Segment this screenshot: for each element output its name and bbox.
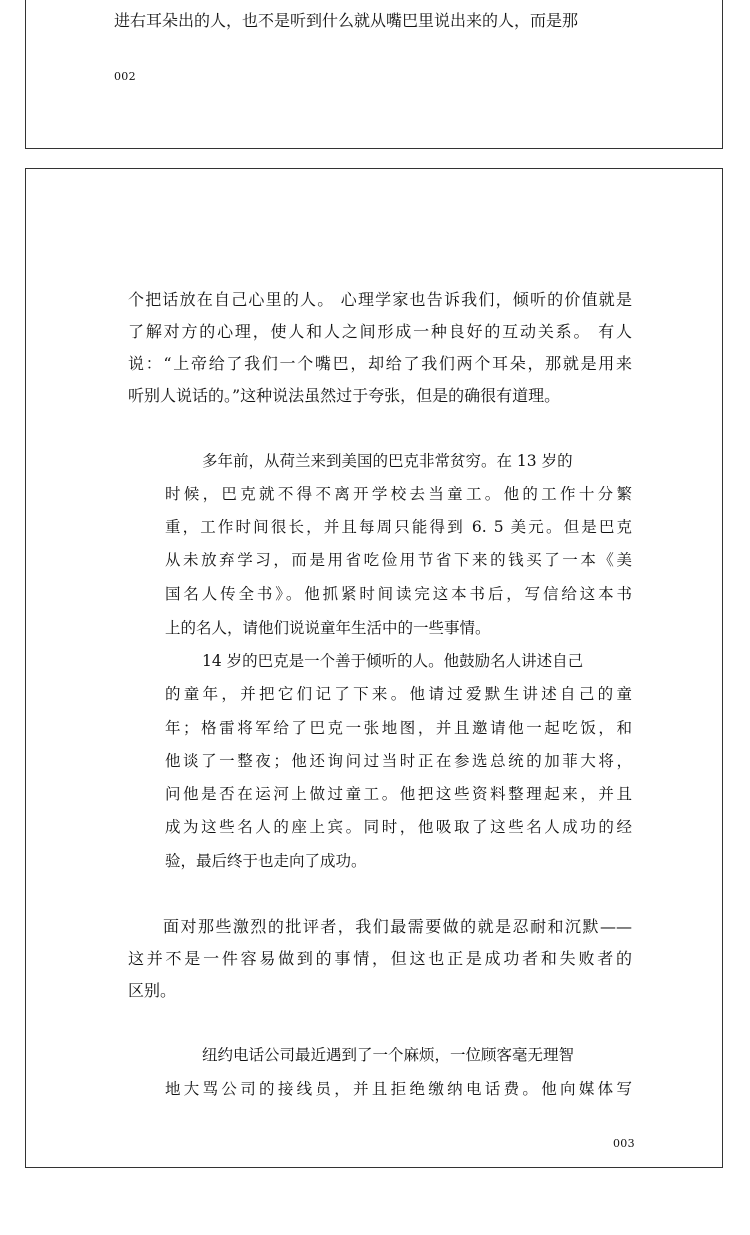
quote-line: 问他是否在运河上做过童工。他把这些资料整理起来，并且: [165, 785, 632, 803]
paragraph-line: 了解对方的心理，使人和人之间形成一种良好的互动关系。 有人: [128, 322, 632, 341]
quote-line: 纽约电话公司最近遇到了一个麻烦，一位顾客毫无理智: [202, 1046, 575, 1064]
previous-page: [25, 0, 723, 149]
quote-line: 14 岁的巴克是一个善于倾听的人。他鼓励名人讲述自己: [202, 652, 584, 670]
page-number-003: 003: [613, 1137, 635, 1150]
paragraph-line: 这并不是一件容易做到的事情，但这也正是成功者和失败者的: [128, 949, 632, 968]
quote-line: 年；格雷将军给了巴克一张地图，并且邀请他一起吃饭，和: [165, 719, 632, 737]
quote-line: 成为这些名人的座上宾。同时，他吸取了这些名人成功的经: [165, 818, 632, 836]
quote-line: 上的名人，请他们说说童年生活中的一些事情。: [165, 619, 491, 637]
previous-page-last-line: 进右耳朵出的人，也不是听到什么就从嘴巴里说出来的人，而是那: [114, 11, 579, 30]
quote-line: 多年前，从荷兰来到美国的巴克非常贫穷。在 13 岁的: [202, 452, 573, 470]
quote-line: 的童年，并把它们记了下来。他请过爱默生讲述自己的童: [165, 685, 632, 703]
quote-line: 时候，巴克就不得不离开学校去当童工。他的工作十分繁: [165, 485, 632, 503]
paragraph-line: 区别。: [128, 981, 177, 1000]
page-number-002: 002: [114, 70, 136, 83]
paragraph-line: 个把话放在自己心里的人。 心理学家也告诉我们，倾听的价值就是: [128, 290, 632, 309]
quote-line: 验，最后终于也走向了成功。: [165, 852, 367, 870]
quote-line: 重，工作时间很长，并且每周只能得到 6. 5 美元。但是巴克: [165, 518, 632, 536]
paragraph-line: 听别人说话的。”这种说法虽然过于夸张，但是的确很有道理。: [128, 386, 561, 405]
paragraph-line: 说：“上帝给了我们一个嘴巴，却给了我们两个耳朵，那就是用来: [128, 354, 632, 373]
quote-line: 国名人传全书》。他抓紧时间读完这本书后，写信给这本书: [165, 585, 632, 603]
quote-line: 从未放弃学习，而是用省吃俭用节省下来的钱买了一本《美: [165, 551, 632, 569]
quote-line: 地大骂公司的接线员，并且拒绝缴纳电话费。他向媒体写: [165, 1080, 632, 1098]
paragraph-line: 面对那些激烈的批评者，我们最需要做的就是忍耐和沉默——: [163, 917, 632, 936]
current-page: [25, 168, 723, 1168]
quote-line: 他谈了一整夜；他还询问过当时正在参选总统的加菲大将，: [165, 752, 632, 770]
